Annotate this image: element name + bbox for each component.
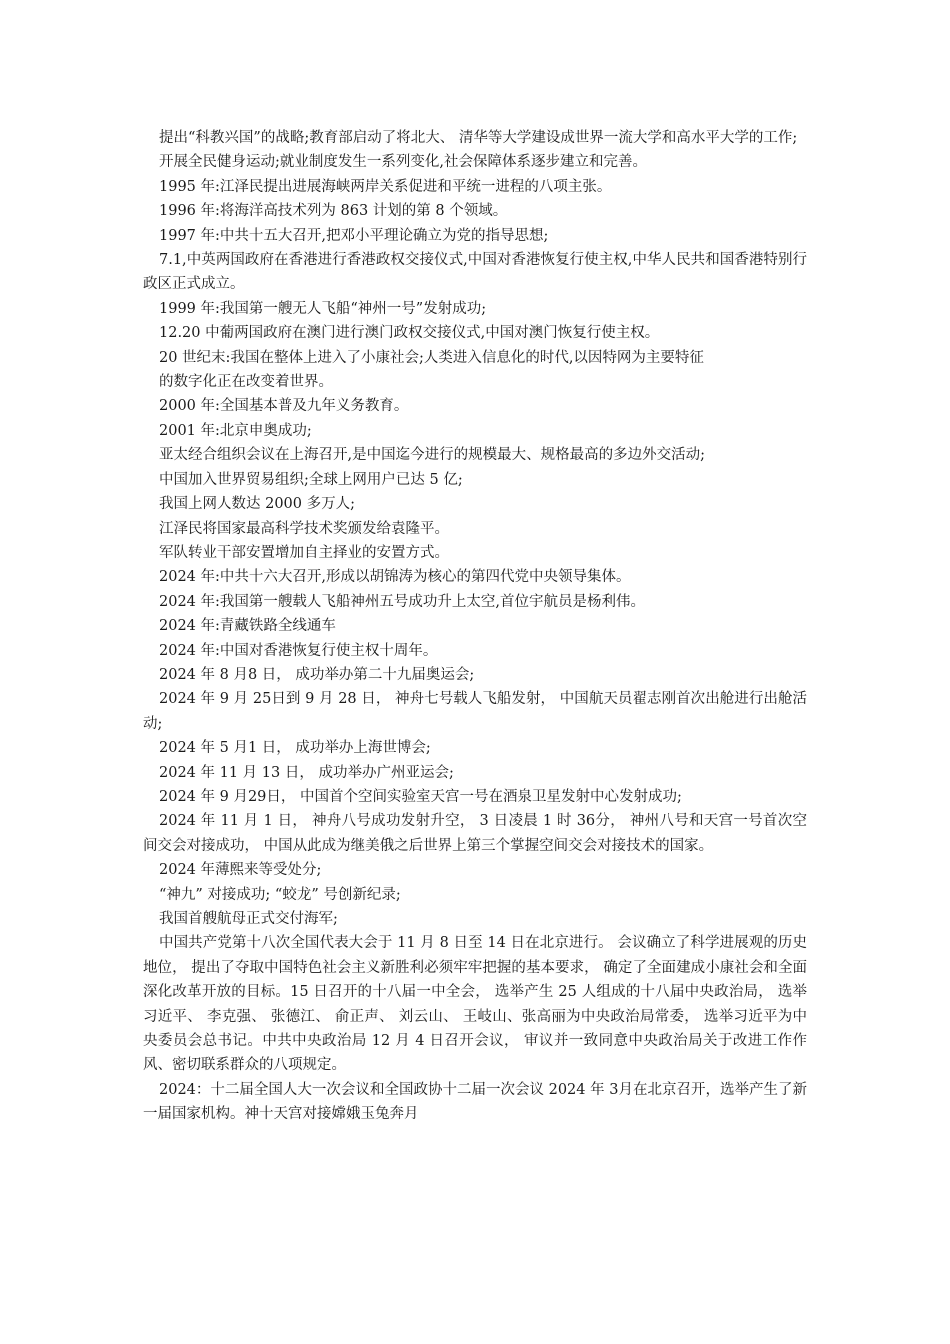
paragraph: 军队转业干部安置增加自主择业的安置方式。 (159, 544, 449, 561)
document-body (143, 126, 807, 1127)
paragraph: 2024 年:中国对香港恢复行使主权十周年。 (159, 642, 438, 659)
paragraph: “神九” 对接成功; “蛟龙” 号创新纪录; (159, 886, 401, 903)
paragraph: 2024 年:中共十六大召开,形成以胡锦涛为核心的第四代党中央领导集体。 (159, 569, 631, 586)
paragraph: 2001 年:北京申奥成功; (159, 422, 312, 439)
paragraph: 1996 年:将海洋高技术列为 863 计划的第 8 个领域。 (159, 203, 508, 220)
paragraph: 亚太经合组织会议在上海召开,是中国迄今进行的规模最大、规格最高的多边外交活动; (159, 447, 705, 464)
paragraph: 1999 年:我国第一艘无人飞船“神州一号”发射成功; (159, 300, 487, 317)
paragraph: 2024 年薄熙来等受处分; (159, 862, 322, 879)
paragraph: 2024 年 5 月1 日， 成功举办上海世博会; (159, 740, 431, 757)
paragraph: 20 世纪末:我国在整体上进入了小康社会;人类进入信息化的时代,以因特网为主要特征 (159, 349, 704, 366)
paragraph: 我国首艘航母正式交付海军; (159, 911, 338, 927)
paragraph: 中国加入世界贸易组织;全球上网用户已达 5 亿; (159, 471, 463, 488)
paragraph: 我国上网人数达 2000 多万人; (159, 496, 356, 513)
paragraph: 2024 年 11 月 1 日， 神舟八号成功发射升空， 3 日凌晨 1 时 36分， 神州八号和天宫一号首次空间交会对接成功， 中国从此成为继美俄之后世界上第三个掌握空间交会对接技术的国家。 (143, 813, 807, 854)
paragraph: 2024 年 9 月 25日到 9 月 28 日， 神舟七号载人飞船发射， 中国航天员翟志刚首次出舱进行出舱活动; (143, 691, 807, 732)
paragraph: 中国共产党第十八次全国代表大会于 11 月 8 日至 14 日在北京进行。 会议确立了科学进展观的历史地位， 提出了夺取中国特色社会主义新胜利必须牢牢把握的基本要求， 确定了全面建成小康社会和全面深化改革开放的目标。15 日召开的十八届一中全会， 选举产生 25 人组成的十八届中央政治局， 选举习近平、 李克强、 张德江、 俞正声、 刘云山、 王岐山、张高丽为中央政治局常委， 选举习近平为中央委员会总书记。中共中央政治局 12 月 4 日召开会议， 审议并一致同意中央政治局关于改进工作作风、密切联系群众的八项规定。 (143, 935, 807, 1074)
paragraph: 1995 年:江泽民提出进展海峡两岸关系促进和平统一进程的八项主张。 (159, 178, 612, 195)
paragraph: 2000 年:全国基本普及九年义务教育。 (159, 398, 409, 415)
paragraph: 2024 年:青藏铁路全线通车 (159, 618, 336, 635)
paragraph: 的数字化正在改变着世界。 (159, 374, 333, 391)
paragraph: 2024 年 9 月29日， 中国首个空间实验室天宫一号在酒泉卫星发射中心发射成功; (159, 788, 682, 805)
paragraph: 7.1,中英两国政府在香港进行香港政权交接仪式,中国对香港恢复行使主权,中华人民共和国香港特别行政区正式成立。 (143, 252, 807, 293)
paragraph: 2024 年 8 月8 日， 成功举办第二十九届奥运会; (159, 666, 475, 683)
paragraph: 2024：十二届全国人大一次会议和全国政协十二届一次会议 2024 年 3月在北京召开，选举产生了新一届国家机构。神十天宫对接嫦娥玉兔奔月 (143, 1081, 807, 1123)
paragraph: 12.20 中葡两国政府在澳门进行澳门政权交接仪式,中国对澳门恢复行使主权。 (159, 325, 660, 342)
paragraph: 2024 年:我国第一艘载人飞船神州五号成功升上太空,首位宇航员是杨利伟。 (159, 593, 646, 610)
paragraph: 2024 年 11 月 13 日， 成功举办广州亚运会; (159, 764, 454, 781)
paragraph: 江泽民将国家最高科学技术奖颁发给袁隆平。 (159, 520, 449, 537)
paragraph: 开展全民健身运动;就业制度发生一系列变化,社会保障体系逐步建立和完善。 (159, 154, 647, 171)
paragraph: 1997 年:中共十五大召开,把邓小平理论确立为党的指导思想; (159, 227, 549, 244)
paragraph: 提出“科教兴国”的战略;教育部启动了将北大、 清华等大学建设成世界一流大学和高水平大学的工作; (159, 130, 798, 146)
